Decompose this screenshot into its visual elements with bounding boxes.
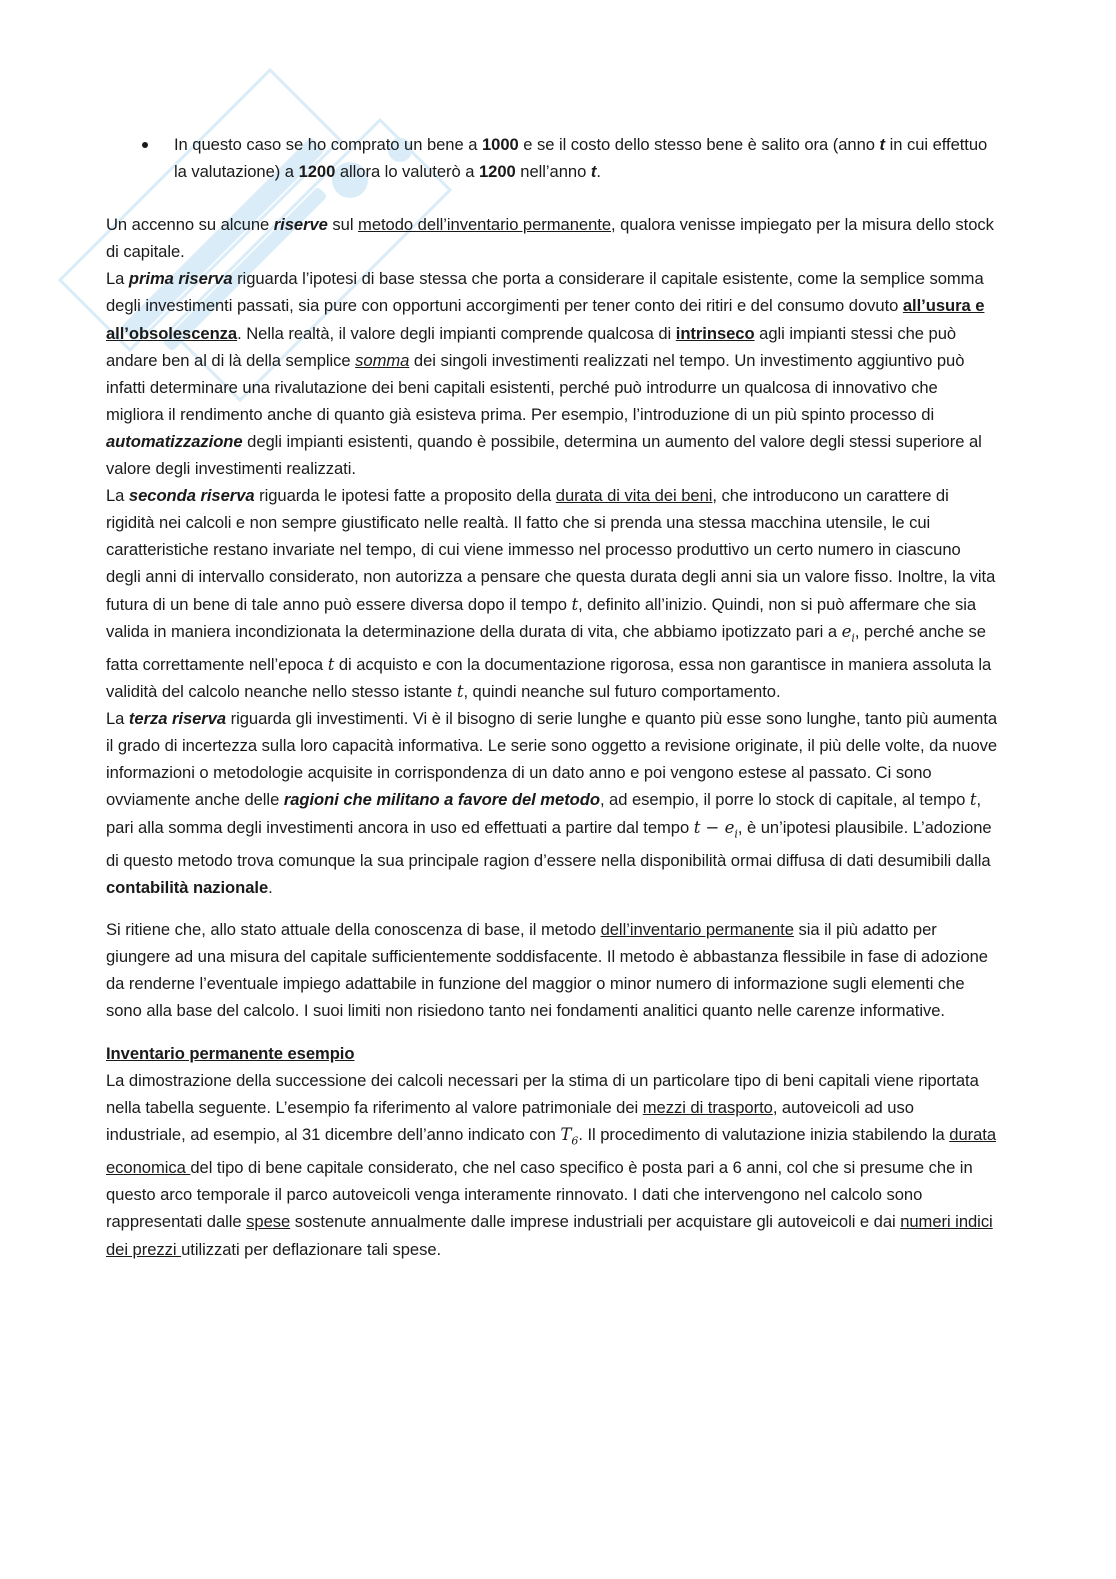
document-body (106, 131, 998, 1263)
paragraph-intro: Un accenno su alcune riserve sul metodo dell’inventario permanente, qualora venisse impiegato per la misura dello stock di capitale. (106, 215, 994, 262)
bullet-text: In questo caso se ho comprato un bene a 1000 e se il costo dello stesso bene è salito ora (anno t in cui effettuo la valutazione) a 1200 allora lo valuterò a 1200 nell’anno t. (174, 135, 988, 182)
section-heading: Inventario permanente esempio (106, 1043, 355, 1063)
paragraph-terza-riserva: La terza riserva riguarda gli investimenti. Vi è il bisogno di serie lunghe e quanto più esse sono lunghe, tanto più aumenta il grado di incertezza sulla loro capacità informativa. Le serie sono oggetto a revisione originate, il più delle volte, da nuove informazioni o metodologie acquisite in corrispondenza di un dato anno e poi vengono estese al passato. Ci sono ovviamente anche delle ragioni che militano a favore del metodo, ad esempio, il porre lo stock di capitale, al tempo t, pari alla somma degli investimenti ancora in uso ed effettuati a partire dal tempo $t - e_i$, è un’ipotesi plausibile. L’adozione di questo metodo trova comunque la sua principale ragion d’essere nella disponibilità ormai diffusa di dati desumibili dalla contabilità nazionale. (106, 709, 998, 898)
paragraph-seconda-riserva: La seconda riserva riguarda le ipotesi fatte a proposito della durata di vita dei beni, che introducono un carattere di rigidità nei calcoli e non sempre giustificato nelle realtà. Il fatto che si prenda una stessa macchina utensile, le cui caratteristiche restano invariate nel tempo, di cui viene immesso nel processo produttivo un certo numero in ciascuno degli anni di intervallo considerato, non autorizza a pensare che questa durata degli anni sia un valore fisso. Inoltre, la vita futura di un bene di tale anno può essere diversa dopo il tempo t, definito all’inizio. Quindi, non si può affermare che sia valida in maniera incondizionata la determinazione della durata di vita, che abbiamo ipotizzato pari a $e_i$, perché anche se fatta correttamente nell’epoca t di acquisto e con la documentazione rigorosa, essa non garantisce in maniera assoluta la validità del calcolo neanche nello stesso istante t, quindi neanche sul futuro comportamento. (106, 486, 996, 702)
paragraph-esempio: La dimostrazione della successione dei calcoli necessari per la stima di un particolare tipo di beni capitali viene riportata nella tabella seguente. L’esempio fa riferimento al valore patrimoniale dei mezzi di trasporto, autoveicoli ad uso industriale, ad esempio, al 31 dicembre dell’anno indicato con $T_6$. Il procedimento di valutazione inizia stabilendo la durata economica del tipo di bene capitale considerato, che nel caso specifico è posta pari a 6 anni, col che si presume che in questo arco temporale il parco autoveicoli venga interamente rinnovato. I dati che intervengono nel calcolo sono rappresentati dalle spese sostenute annualmente dalle imprese industriali per acquistare gli autoveicoli e dai numeri indici dei prezzi utilizzati per deflazionare tali spese. (106, 1070, 997, 1259)
bullet-item (106, 131, 998, 185)
bullet-dot-icon (142, 142, 148, 148)
paragraph-conclusione: Si ritiene che, allo stato attuale della conoscenza di base, il metodo dell’inventario permanente sia il più adatto per giungere ad una misura del capitale sufficientemente soddisfacente. Il metodo è abbastanza flessibile in fase di adozione da renderne l’eventuale impiego adattabile in funzione del maggior o minor numero di informazione sugli elementi che sono alla base del calcolo. I suoi limiti non risiedono tanto nei fondamenti analitici quanto nelle carenze informative. (106, 920, 988, 1021)
paragraph-prima-riserva: La prima riserva riguarda l’ipotesi di base stessa che porta a considerare il capitale esistente, come la semplice somma degli investimenti passati, sia pure con opportuni accorgimenti per tener conto dei ritiri e del consumo dovuto all’usura e all’obsolescenza. Nella realtà, il valore degli impianti comprende qualcosa di intrinseco agli impianti stessi che può andare ben al di là della semplice somma dei singoli investimenti realizzati nel tempo. Un investimento aggiuntivo può infatti determinare una rivalutazione dei beni capitali esistenti, perché può introdurre un qualcosa di innovativo che migliora il rendimento anche di quanto già esisteva prima. Per esempio, l’introduzione di un più spinto processo di automatizzazione degli impianti esistenti, quando è possibile, determina un aumento del valore degli stessi superiore al valore degli investimenti realizzati. (106, 269, 985, 479)
